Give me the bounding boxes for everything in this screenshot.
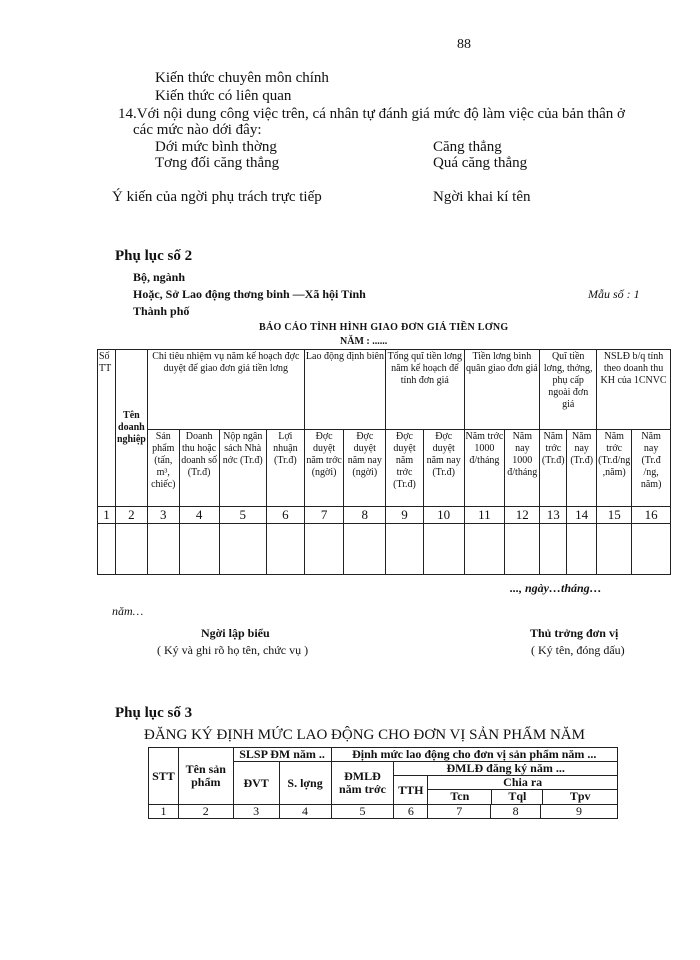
header-stt: Số TT — [98, 350, 116, 507]
header-company: Tên doanh nghiệp — [115, 350, 147, 507]
header-wage-prev: Năm trớc 1000 đ/tháng — [464, 430, 505, 507]
option-very-stressed: Quá căng thẳng — [433, 155, 528, 171]
col-number: 9 — [541, 805, 618, 819]
unit-head-label: Thủ trởng đơn vị — [530, 626, 619, 640]
header-avg-wage: Tiền lơng bình quân giao đơn giá — [464, 350, 540, 430]
header-approved-prev: Đợc duyệt năm trớc (ngời) — [304, 430, 344, 507]
col-number: 6 — [266, 507, 304, 524]
year-word: năm… — [112, 604, 144, 618]
wage-report-table — [97, 349, 671, 575]
col-number: 15 — [597, 507, 632, 524]
header-prod-this: Năm nay (Tr.đ /ng, năm) — [632, 430, 671, 507]
preparer-label: Ngời lập biểu — [201, 626, 270, 640]
report-year: NĂM : ...... — [340, 336, 388, 347]
col-number: 3 — [233, 805, 279, 819]
col-number: 7 — [428, 805, 491, 819]
col-number: 2 — [115, 507, 147, 524]
header-unit: ĐVT — [233, 762, 279, 805]
report-title: BÁO CÁO TÌNH HÌNH GIAO ĐƠN GIÁ TIỀN LƠNG — [259, 322, 509, 333]
col-number: 5 — [331, 805, 394, 819]
declarant-signature: Ngời khai kí tên — [433, 189, 531, 205]
appendix-3-heading: ĐĂNG KÝ ĐỊNH MỨC LAO ĐỘNG CHO ĐƠN VỊ SẢN PHẨM NĂM — [144, 727, 585, 743]
header-slsp: SLSP ĐM năm .. — [233, 748, 331, 762]
option-below-normal: Dới mức bình thờng — [155, 139, 277, 155]
col-number: 1 — [149, 805, 179, 819]
header-prod-prev: Năm trớc (Tr.đ/ng ,năm) — [597, 430, 632, 507]
header-tql: Tql — [492, 790, 543, 804]
header-dmld-prev: ĐMLĐ năm trớc — [331, 762, 394, 805]
col-number: 8 — [344, 507, 386, 524]
org-department: Hoặc, Sở Lao động thơng binh —Xã hội Tỉnh — [133, 287, 366, 301]
form-number: Mẫu số : 1 — [588, 287, 640, 301]
header-product-name: Tên sản phẩm — [178, 748, 233, 805]
header-fund: Tổng quĩ tiền lơng năm kế hoạch để tính đơn giá — [386, 350, 464, 430]
knowledge-main: Kiến thức chuyên môn chính — [155, 70, 329, 86]
header-wage-this: Năm nay 1000 đ/tháng — [505, 430, 540, 507]
col-number: 8 — [491, 805, 541, 819]
header-profit: Lợi nhuận (Tr.đ) — [266, 430, 304, 507]
header-tth: TTH — [394, 776, 428, 805]
header-quantity: S. lợng — [279, 762, 331, 805]
org-city: Thành phố — [133, 304, 190, 318]
col-number: 4 — [279, 805, 331, 819]
date-line: ..., ngày…tháng… — [510, 581, 602, 595]
col-number: 2 — [178, 805, 233, 819]
header-budget: Nộp ngân sách Nhà nớc (Tr.đ) — [219, 430, 266, 507]
header-approved-this: Đợc duyệt năm nay (ngời) — [344, 430, 386, 507]
col-number: 1 — [98, 507, 116, 524]
col-number: 10 — [423, 507, 464, 524]
col-number: 4 — [179, 507, 219, 524]
header-other-prev: Năm trớc (Tr.đ) — [540, 430, 567, 507]
header-products: Sản phẩm (tấn, m³, chiếc) — [147, 430, 179, 507]
header-tpv: Tpv — [569, 789, 591, 803]
question-14: 14.Với nội dung công việc trên, cá nhân tự đánh giá mức độ làm việc của bản thân ở — [118, 106, 625, 122]
table-row — [98, 524, 671, 575]
knowledge-related: Kiến thức có liên quan — [155, 88, 292, 104]
option-stressed: Căng thẳng — [433, 139, 502, 155]
header-dmld-registered: ĐMLĐ đăng ký năm ... — [394, 762, 618, 776]
header-other-fund: Quĩ tiền lơng, thởng, phụ cấp ngoài đơn giá — [540, 350, 597, 430]
supervisor-opinion: Ý kiến của ngời phụ trách trực tiếp — [112, 189, 322, 205]
col-number: 9 — [386, 507, 424, 524]
org-ministry: Bộ, ngành — [133, 270, 186, 284]
col-number: 5 — [219, 507, 266, 524]
header-other-this: Năm nay (Tr.đ) — [567, 430, 597, 507]
col-number: 7 — [304, 507, 344, 524]
header-tcn: Tcn — [428, 790, 492, 804]
header-split-group — [428, 776, 618, 805]
header-split-cols — [428, 790, 617, 804]
header-productivity: NSLĐ b/q tính theo doanh thu KH của 1CNVC — [597, 350, 671, 430]
col-number: 3 — [147, 507, 179, 524]
header-plan: Chỉ tiêu nhiệm vụ năm kế hoạch đợc duyệt để giao đơn giá tiền lơng — [147, 350, 304, 430]
unit-head-note: ( Ký tên, đóng dấu) — [531, 643, 625, 657]
option-fairly-stressed: Tơng đối căng thẳng — [155, 155, 280, 171]
col-number: 16 — [632, 507, 671, 524]
appendix-3-title: Phụ lục số 3 — [115, 705, 193, 721]
col-number: 13 — [540, 507, 567, 524]
header-labor: Lao động định biên — [304, 350, 385, 430]
header-norm: Định mức lao động cho đơn vị sản phẩm năm ... — [331, 748, 617, 762]
appendix-2-title: Phụ lục số 2 — [115, 248, 193, 264]
header-fund-prev: Đợc duyệt năm trớc (Tr.đ) — [386, 430, 424, 507]
col-number: 12 — [505, 507, 540, 524]
header-split: Chia ra — [428, 776, 617, 790]
labor-norm-table — [148, 747, 618, 819]
col-number: 6 — [394, 805, 428, 819]
col-number: 11 — [464, 507, 505, 524]
question-14-cont: các mức nào dới đây: — [133, 122, 262, 138]
header-fund-this: Đợc duyệt năm nay (Tr.đ) — [423, 430, 464, 507]
col-number: 14 — [567, 507, 597, 524]
header-revenue: Doanh thu hoặc doanh số (Tr.đ) — [179, 430, 219, 507]
page-number: 88 — [457, 37, 471, 52]
header-stt: STT — [149, 748, 179, 805]
preparer-note: ( Ký và ghi rõ họ tên, chức vụ ) — [157, 643, 309, 657]
